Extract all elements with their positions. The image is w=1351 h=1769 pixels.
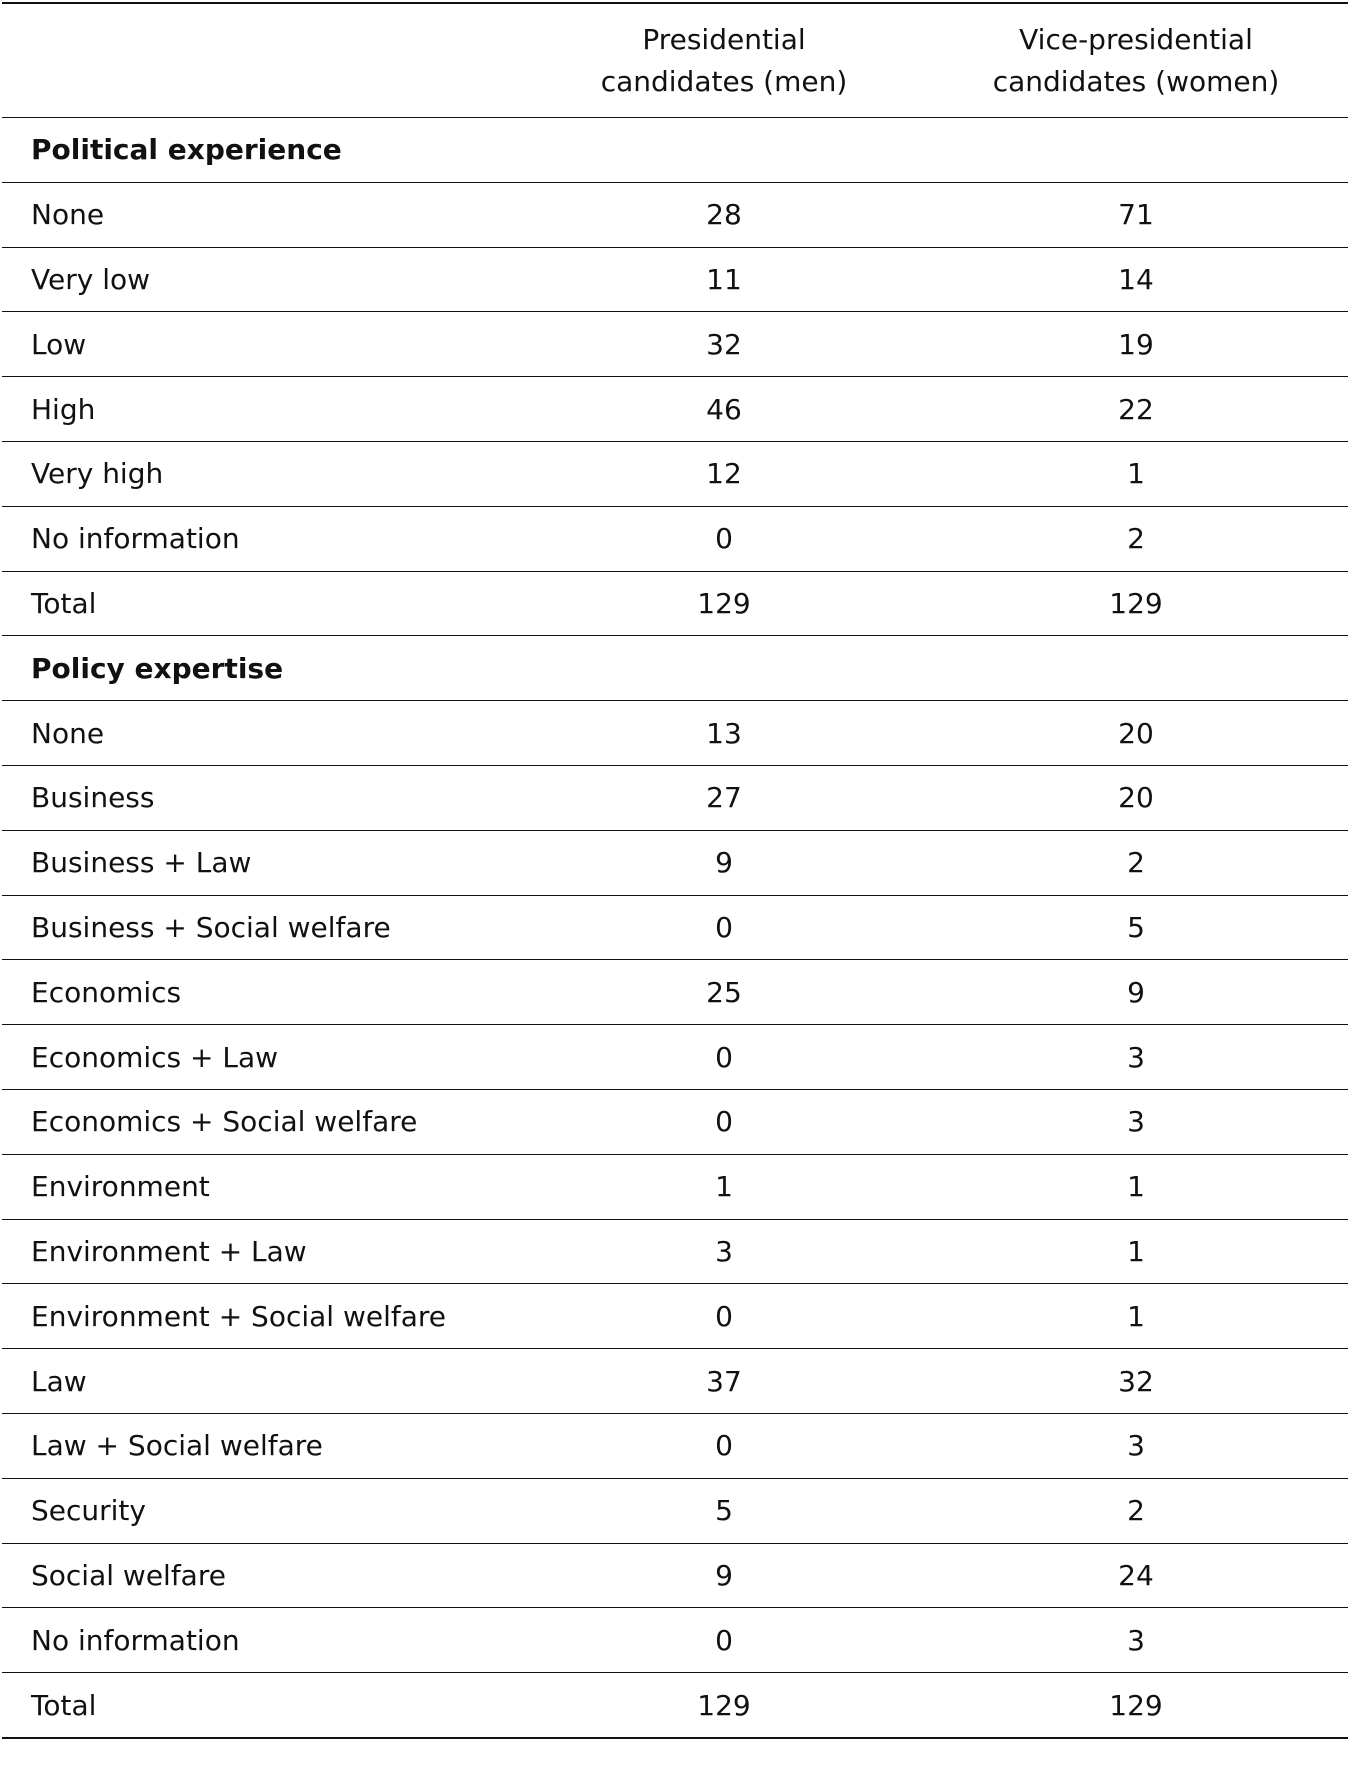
table-row xyxy=(2,1478,1348,1543)
candidate-table xyxy=(2,2,1348,1739)
cell-presidential-men: 0 xyxy=(524,1089,924,1154)
header-vice-line1: Vice-presidential xyxy=(1019,22,1253,56)
cell-presidential-men: 129 xyxy=(524,571,924,636)
row-label: Business + Law xyxy=(2,830,524,895)
cell-presidential-men: 0 xyxy=(524,1284,924,1349)
section-header-row xyxy=(2,636,1348,701)
row-label: Law + Social welfare xyxy=(2,1413,524,1478)
cell-presidential-men: 32 xyxy=(524,312,924,377)
row-label: Law xyxy=(2,1349,524,1414)
row-label: Environment xyxy=(2,1154,524,1219)
cell-presidential-men: 9 xyxy=(524,1543,924,1608)
cell-vice-presidential-women: 71 xyxy=(924,182,1348,247)
row-label: Economics + Social welfare xyxy=(2,1089,524,1154)
cell-vice-presidential-women: 129 xyxy=(924,571,1348,636)
cell-vice-presidential-women: 3 xyxy=(924,1025,1348,1090)
row-label: High xyxy=(2,377,524,442)
section-title: Political experience xyxy=(2,118,1348,183)
cell-vice-presidential-women: 14 xyxy=(924,247,1348,312)
table-body xyxy=(2,118,1348,1738)
table-row xyxy=(2,1219,1348,1284)
row-label: None xyxy=(2,182,524,247)
cell-presidential-men: 46 xyxy=(524,377,924,442)
cell-presidential-men: 11 xyxy=(524,247,924,312)
row-label: None xyxy=(2,701,524,766)
table-row xyxy=(2,1025,1348,1090)
cell-presidential-men: 27 xyxy=(524,765,924,830)
cell-presidential-men: 28 xyxy=(524,182,924,247)
table-row xyxy=(2,1413,1348,1478)
cell-vice-presidential-women: 9 xyxy=(924,960,1348,1025)
row-label: Low xyxy=(2,312,524,377)
cell-vice-presidential-women: 2 xyxy=(924,506,1348,571)
row-label: Environment + Law xyxy=(2,1219,524,1284)
cell-vice-presidential-women: 129 xyxy=(924,1673,1348,1738)
cell-presidential-men: 0 xyxy=(524,1413,924,1478)
table-row xyxy=(2,1608,1348,1673)
header-vice-presidential xyxy=(924,3,1348,118)
table-row xyxy=(2,1154,1348,1219)
cell-vice-presidential-women: 5 xyxy=(924,895,1348,960)
table-head xyxy=(2,3,1348,118)
table-row xyxy=(2,441,1348,506)
cell-vice-presidential-women: 3 xyxy=(924,1608,1348,1673)
header-label xyxy=(2,3,524,118)
cell-vice-presidential-women: 1 xyxy=(924,1154,1348,1219)
row-label: No information xyxy=(2,1608,524,1673)
row-label: Business + Social welfare xyxy=(2,895,524,960)
table-row xyxy=(2,571,1348,636)
table-row xyxy=(2,182,1348,247)
cell-presidential-men: 129 xyxy=(524,1673,924,1738)
cell-vice-presidential-women: 32 xyxy=(924,1349,1348,1414)
row-label: Total xyxy=(2,1673,524,1738)
table-row xyxy=(2,312,1348,377)
cell-vice-presidential-women: 19 xyxy=(924,312,1348,377)
row-label: Business xyxy=(2,765,524,830)
table-row xyxy=(2,377,1348,442)
row-label: Economics + Law xyxy=(2,1025,524,1090)
cell-vice-presidential-women: 3 xyxy=(924,1413,1348,1478)
table-row xyxy=(2,1284,1348,1349)
table-row xyxy=(2,701,1348,766)
cell-vice-presidential-women: 22 xyxy=(924,377,1348,442)
cell-presidential-men: 12 xyxy=(524,441,924,506)
cell-vice-presidential-women: 1 xyxy=(924,1284,1348,1349)
cell-vice-presidential-women: 1 xyxy=(924,1219,1348,1284)
cell-vice-presidential-women: 2 xyxy=(924,830,1348,895)
cell-presidential-men: 0 xyxy=(524,895,924,960)
table-row xyxy=(2,895,1348,960)
row-label: Security xyxy=(2,1478,524,1543)
cell-presidential-men: 1 xyxy=(524,1154,924,1219)
cell-presidential-men: 25 xyxy=(524,960,924,1025)
row-label: Economics xyxy=(2,960,524,1025)
table-row xyxy=(2,830,1348,895)
header-presidential-line2: candidates (men) xyxy=(600,64,848,98)
table-row xyxy=(2,1673,1348,1738)
section-header-row xyxy=(2,118,1348,183)
row-label: Very low xyxy=(2,247,524,312)
table-row xyxy=(2,1349,1348,1414)
table-row xyxy=(2,765,1348,830)
row-label: Total xyxy=(2,571,524,636)
table-row xyxy=(2,1543,1348,1608)
section-title: Policy expertise xyxy=(2,636,1348,701)
header-presidential-line1: Presidential xyxy=(642,22,806,56)
cell-vice-presidential-women: 3 xyxy=(924,1089,1348,1154)
cell-presidential-men: 13 xyxy=(524,701,924,766)
table-row xyxy=(2,1089,1348,1154)
cell-vice-presidential-women: 24 xyxy=(924,1543,1348,1608)
cell-presidential-men: 0 xyxy=(524,1608,924,1673)
cell-vice-presidential-women: 20 xyxy=(924,765,1348,830)
row-label: Very high xyxy=(2,441,524,506)
row-label: Environment + Social welfare xyxy=(2,1284,524,1349)
candidate-table-container xyxy=(2,2,1348,1739)
table-row xyxy=(2,506,1348,571)
cell-presidential-men: 5 xyxy=(524,1478,924,1543)
row-label: No information xyxy=(2,506,524,571)
header-row xyxy=(2,3,1348,118)
cell-presidential-men: 37 xyxy=(524,1349,924,1414)
table-row xyxy=(2,960,1348,1025)
header-vice-line2: candidates (women) xyxy=(992,64,1280,98)
cell-presidential-men: 9 xyxy=(524,830,924,895)
cell-presidential-men: 0 xyxy=(524,506,924,571)
header-presidential xyxy=(524,3,924,118)
cell-vice-presidential-women: 2 xyxy=(924,1478,1348,1543)
row-label: Social welfare xyxy=(2,1543,524,1608)
cell-vice-presidential-women: 20 xyxy=(924,701,1348,766)
cell-presidential-men: 0 xyxy=(524,1025,924,1090)
table-row xyxy=(2,247,1348,312)
cell-vice-presidential-women: 1 xyxy=(924,441,1348,506)
cell-presidential-men: 3 xyxy=(524,1219,924,1284)
